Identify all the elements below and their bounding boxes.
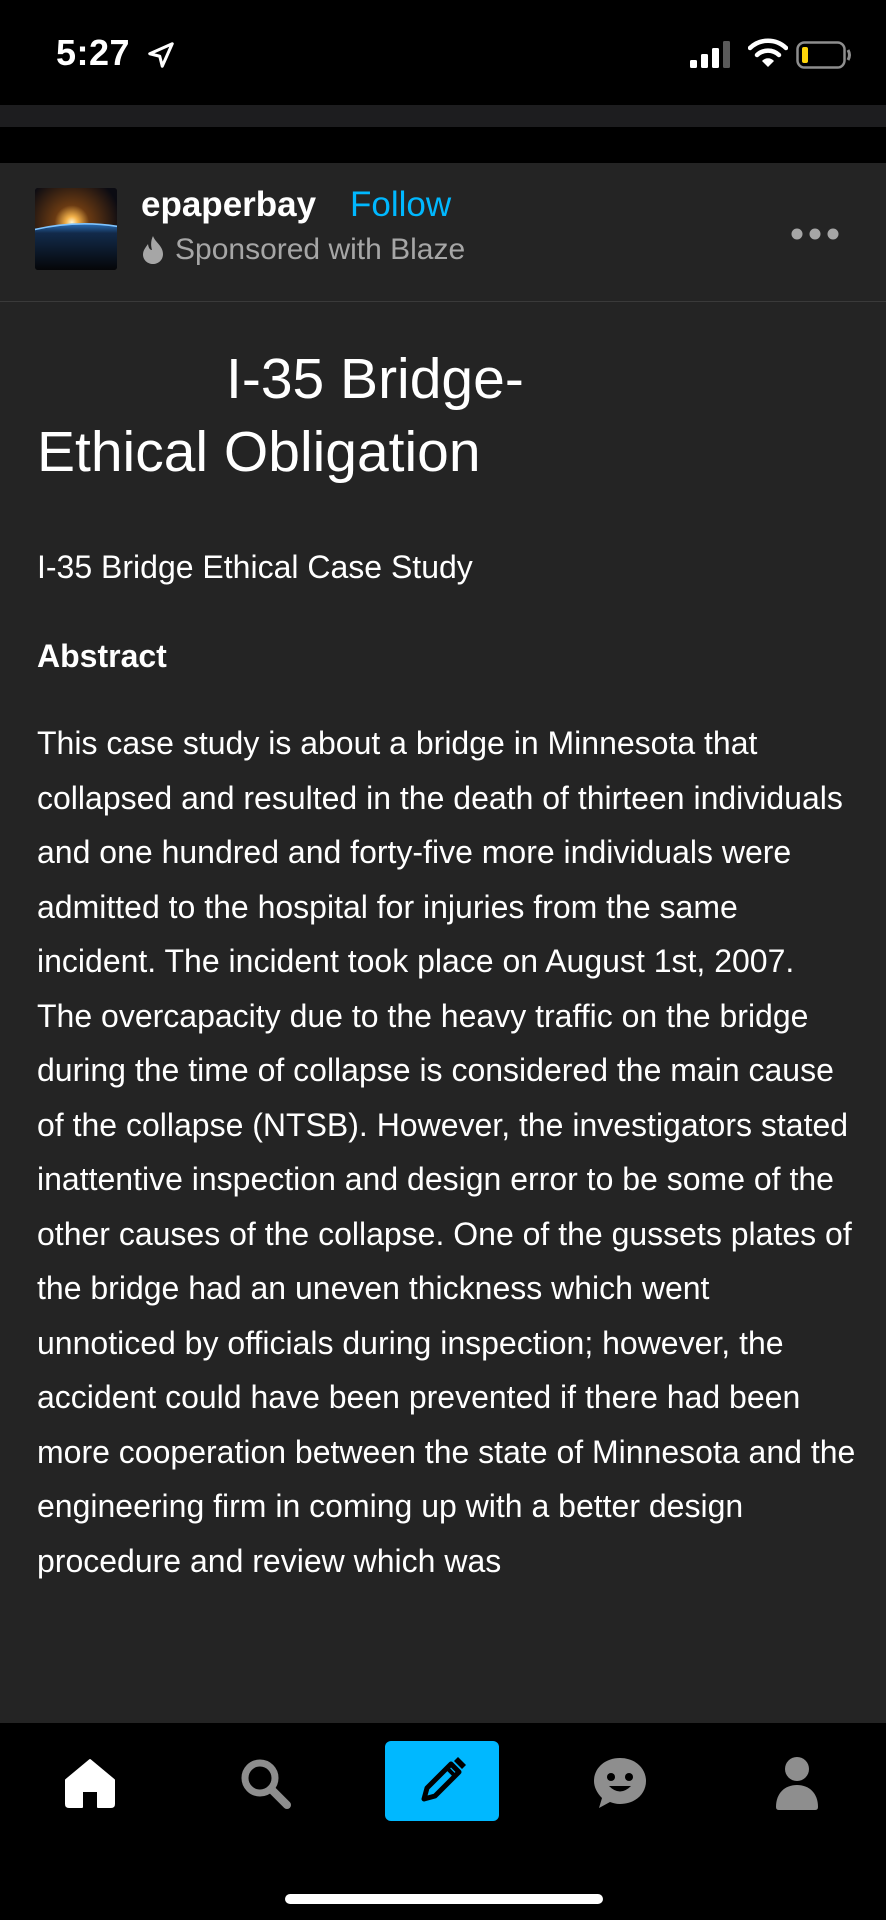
person-icon xyxy=(774,1755,820,1811)
post-title-line-2: Ethical Obligation xyxy=(37,420,481,484)
chat-smile-icon xyxy=(591,1755,649,1811)
status-bar xyxy=(0,0,886,105)
avatar[interactable] xyxy=(35,188,117,270)
nav-compose-button[interactable] xyxy=(385,1741,499,1821)
post-subtitle: I-35 Bridge Ethical Case Study xyxy=(37,549,473,585)
sponsored-text: Sponsored with Blaze xyxy=(175,233,466,266)
pencil-icon xyxy=(414,1753,470,1809)
search-icon xyxy=(238,1756,292,1810)
status-time: 5:27 xyxy=(56,32,131,73)
avatar-earth-horizon-image xyxy=(35,188,117,270)
follow-button[interactable]: Follow xyxy=(350,185,452,224)
more-options-icon[interactable] xyxy=(790,227,840,241)
nav-search-button[interactable] xyxy=(220,1723,310,1843)
post-title xyxy=(37,343,857,489)
location-arrow-icon xyxy=(146,40,176,70)
home-icon xyxy=(64,1758,116,1808)
home-indicator[interactable] xyxy=(285,1894,603,1904)
nav-home-button[interactable] xyxy=(45,1723,135,1843)
battery-icon xyxy=(796,41,852,69)
nav-activity-button[interactable] xyxy=(575,1723,665,1843)
post-header xyxy=(0,163,886,302)
flame-icon xyxy=(141,235,165,265)
top-divider xyxy=(0,105,886,127)
post-card xyxy=(0,163,886,1723)
nav-account-button[interactable] xyxy=(752,1723,842,1843)
bottom-nav xyxy=(0,1723,886,1920)
blog-name[interactable]: epaperbay xyxy=(141,185,317,224)
feed-gap xyxy=(0,127,886,163)
signal-icon xyxy=(690,40,734,68)
post-paragraph: This case study is about a bridge in Minnesota that collapsed and resulted in the death of thirteen individuals and one hundred and forty-five more individuals were admitted to the hospital for injuries from the same incident. The incident took place on August 1st, 2007. The overcapacity due to the heavy traffic on the bridge during the time of collapse is considered the main cause of the collapse (NTSB). However, the investigators stated inattentive inspection and design error to be some of the other causes of the collapse. One of the gussets plates of the bridge had an uneven thickness which went unnoticed by officials during inspection; however, the accident could have been prevented if there had been more cooperation between the state of Minnesota and the engineering firm in coming up with a better design procedure and review which was xyxy=(37,725,856,1579)
wifi-icon xyxy=(748,38,788,68)
sponsored-label xyxy=(141,233,465,267)
post-section-heading: Abstract xyxy=(37,638,167,674)
post-title-line-1: I-35 Bridge- xyxy=(226,347,524,411)
